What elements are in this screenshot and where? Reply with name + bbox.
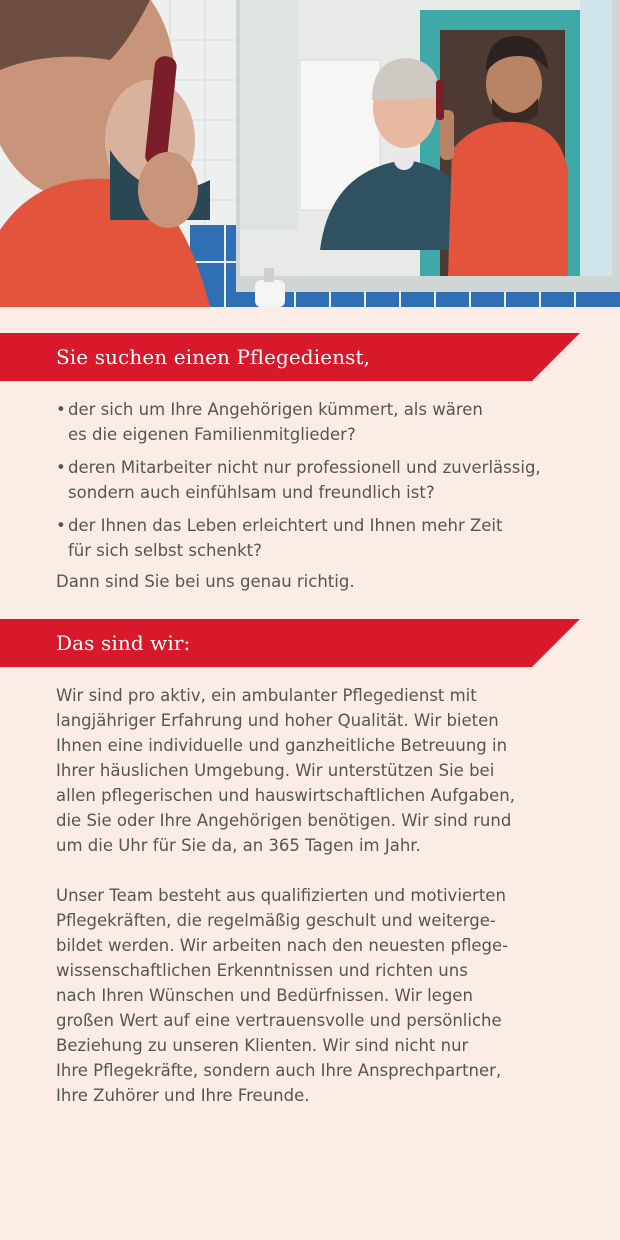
paragraph-intro [56,683,515,858]
section-banner-pflegedienst [0,333,580,381]
paragraph-line: Ihre Pflegekräfte, sondern auch Ihre Ansprechpartner, [56,1061,502,1080]
paragraph-line: allen pflegerischen und hauswirtschaftlichen Aufgaben, [56,786,515,805]
paragraph-line: bildet werden. Wir arbeiten nach den neuesten pflege- [56,936,509,955]
list-item-line: es die eigenen Familienmitglieder? [68,425,356,444]
paragraph-team [56,883,508,1108]
paragraph-line: wissenschaftlichen Erkenntnissen und richten uns [56,961,468,980]
bullet-list [56,397,541,571]
paragraph-line: Pflegekräften, die regelmäßig geschult und weiterge- [56,911,496,930]
paragraph-line: langjähriger Erfahrung und hoher Qualität. Wir bieten [56,711,499,730]
paragraph-line: um die Uhr für Sie da, an 365 Tagen im Jahr. [56,836,421,855]
bullet-icon: • [56,400,66,419]
list-item [56,455,541,505]
hero-photo [0,0,620,307]
list-item-line: der sich um Ihre Angehörigen kümmert, als wären [68,400,483,419]
paragraph-line: großen Wert auf eine vertrauensvolle und persönliche [56,1011,502,1030]
paragraph-line: Ihrer häuslichen Umgebung. Wir unterstützen Sie bei [56,761,495,780]
bullet-icon: • [56,458,66,477]
list-item-line: für sich selbst schenkt? [68,541,262,560]
paragraph-line: Ihre Zuhörer und Ihre Freunde. [56,1086,310,1105]
list-item-line: deren Mitarbeiter nicht nur professionell und zuverlässig, [68,458,541,477]
paragraph-line: nach Ihren Wünschen und Bedürfnissen. Wir legen [56,986,473,1005]
section-banner-das-sind-wir [0,619,580,667]
paragraph-line: Ihnen eine individuelle und ganzheitliche Betreuung in [56,736,508,755]
paragraph-line: die Sie oder Ihre Angehörigen benötigen. Wir sind rund [56,811,512,830]
paragraph-line: Beziehung zu unseren Klienten. Wir sind nicht nur [56,1036,469,1055]
list-item [56,397,541,447]
bullet-icon: • [56,516,66,535]
list-item-line: sondern auch einfühlsam und freundlich ist? [68,483,435,502]
closing-text: Dann sind Sie bei uns genau richtig. [56,572,355,591]
list-item [56,513,541,563]
list-item-line: der Ihnen das Leben erleichtert und Ihnen mehr Zeit [68,516,503,535]
bathroom-mirror-illustration [0,0,620,307]
section-heading: Das sind wir: [56,631,191,655]
paragraph-line: Unser Team besteht aus qualifizierten und motivierten [56,886,506,905]
paragraph-line: Wir sind pro aktiv, ein ambulanter Pflegedienst mit [56,686,477,705]
section-heading: Sie suchen einen Pflegedienst, [56,345,371,369]
